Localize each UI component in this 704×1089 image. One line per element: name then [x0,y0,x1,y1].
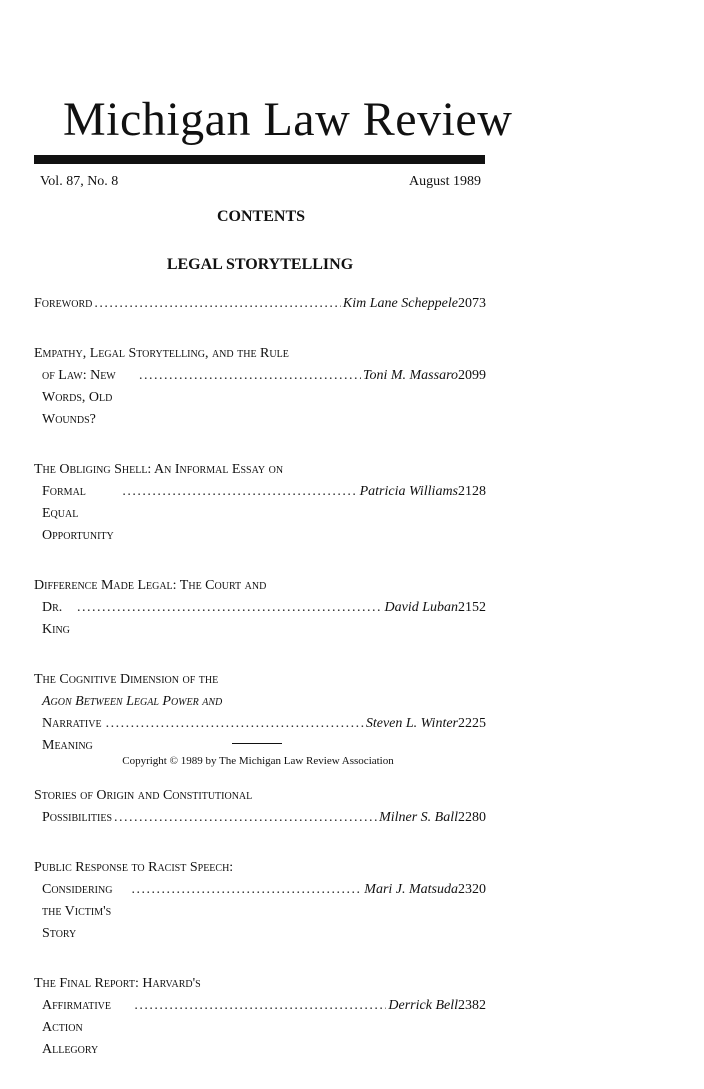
toc-entry-title: Public Response to Racist Speech: [34,860,234,875]
toc-entry-author: Kim Lane Scheppele [342,296,458,311]
issue-info [40,173,485,191]
toc-entry-title-line [34,995,486,1061]
leader-dots [139,365,361,387]
contents-heading: CONTENTS [216,208,306,225]
toc-entry-page: 2073 [458,296,486,311]
toc-entry-page: 2099 [458,368,486,383]
toc-entry-title-line [34,597,486,641]
toc-entry-title: Possibilities [42,810,113,825]
toc-entry-title: Stories of Origin and Constitutional [34,788,253,803]
toc-entry[interactable] [34,293,486,315]
toc-entry-page: 2280 [458,810,486,825]
toc-entry-title: of Law: New Words, Old Wounds? [42,368,116,427]
toc-entry-title-line [34,879,486,945]
toc-entry-title: Formal Equal Opportunity [42,484,114,543]
toc-entry-author: David Luban [384,600,458,615]
toc-entry-title: Foreword [34,296,93,311]
masthead-rule [34,155,485,164]
toc-entry-title: Narrative Meaning [42,716,102,753]
section-heading: LEGAL STORYTELLING [166,256,354,273]
toc-entry-page: 2320 [458,882,486,897]
toc-entry-title-line [34,713,486,757]
volume-number: Vol. 87, No. 8 [40,174,119,189]
leader-dots [122,481,357,503]
leader-dots [106,713,364,735]
toc-entry-title: The Final Report: Harvard's [34,976,201,991]
toc-entry-title: Agon Between Legal Power and [42,694,223,709]
leader-dots [114,807,377,829]
leader-dots [131,879,362,901]
toc-entry-title-line [34,481,486,547]
toc-entry-author: Toni M. Massaro [362,368,458,383]
toc-entry-title-line [34,365,486,431]
leader-dots [77,597,382,619]
issue-date: August 1989 [409,174,481,189]
toc-entry-title: Difference Made Legal: The Court and [34,578,267,593]
toc-entry-page: 2382 [458,998,486,1013]
toc-entry[interactable] [34,785,486,829]
toc-entry-title [34,691,486,713]
toc-entry[interactable] [34,973,486,1061]
toc-entry-title: Empathy, Legal Storytelling, and the Rule [34,346,289,361]
copyright-notice: Copyright © 1989 by The Michigan Law Review Association [122,755,394,767]
table-of-contents [34,293,486,1089]
toc-entry-page: 2225 [458,716,486,731]
toc-entry-title: The Obliging Shell: An Informal Essay on [34,462,284,477]
journal-title: Michigan Law Review [63,93,513,146]
toc-entry[interactable] [34,575,486,641]
toc-entry-page: 2128 [458,484,486,499]
toc-entry-title: Considering the Victim's Story [42,882,113,941]
toc-entry-title-line [34,807,486,829]
leader-dots [134,995,386,1017]
toc-entry[interactable] [34,857,486,945]
toc-entry-title-line [34,293,486,315]
toc-entry-title: Dr. King [42,600,70,637]
toc-entry-page: 2152 [458,600,486,615]
toc-entry-author: Mari J. Matsuda [364,882,458,897]
toc-entry-title: The Cognitive Dimension of the [34,672,219,687]
toc-entry-author: Patricia Williams [359,484,458,499]
toc-entry[interactable] [34,459,486,547]
toc-entry-title: Affirmative Action Allegory [42,998,112,1057]
footer-divider [232,743,282,744]
leader-dots [94,293,341,315]
toc-entry-author: Derrick Bell [388,998,458,1013]
toc-entry-author: Milner S. Ball [379,810,458,825]
toc-entry-author: Steven L. Winter [365,716,458,731]
toc-entry[interactable] [34,343,486,431]
